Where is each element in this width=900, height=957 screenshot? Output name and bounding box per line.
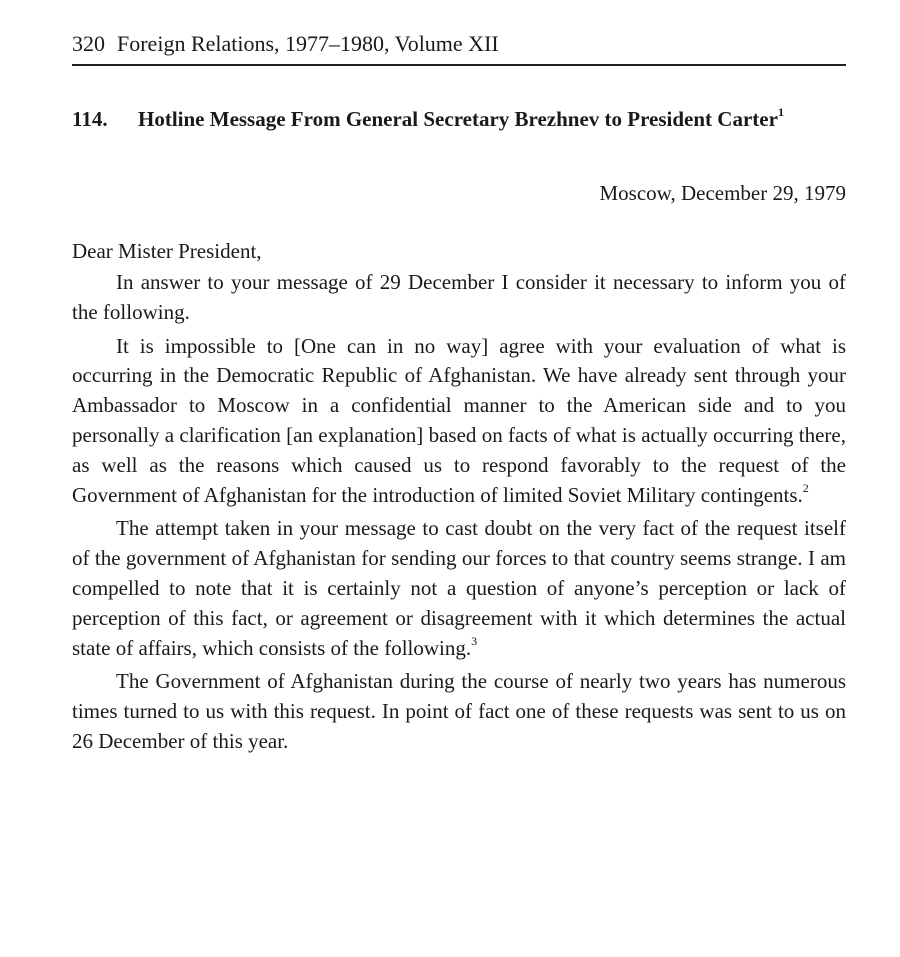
page-number: 320 — [72, 31, 105, 56]
paragraph-1 — [72, 268, 846, 328]
paragraph-2-text: It is impossible to [One can in no way] agree with your evaluation of what is occurring in the Democratic Republic of Afghanistan. We have already sent through your Ambassador to Moscow in a confidential manner to the American side and to you personally a clarification [an explanation] based on facts of what is actually occurring there, as well as the reasons which caused us to respond favorably to the request of the Government of Afghanistan for the introduction of limited Soviet Military contingents. — [72, 333, 846, 507]
paragraph-1-text: In answer to your message of 29 December I consider it necessary to inform you of the following. — [72, 270, 846, 324]
dateline: Moscow, December 29, 1979 — [599, 181, 846, 205]
footnote-ref-3[interactable]: 3 — [471, 633, 478, 648]
paragraph-4 — [72, 667, 846, 756]
running-head — [72, 26, 846, 66]
paragraph-4-text: The Government of Afghanistan during the course of nearly two years has numerous times turned to us with this request. In point of fact one of these requests was sent to us on 26 December of this year. — [72, 669, 846, 753]
footnote-ref-2[interactable]: 2 — [802, 480, 809, 495]
paragraph-3-text: The attempt taken in your message to cast doubt on the very fact of the request itself of the government of Afghanistan for sending our forces to that country seems strange. I am compelled to note that it is certainly not a question of anyone’s perception or lack of perception of this fact, or agreement or disagreement with it which determines the actual state of affairs, which consists of the following. — [72, 516, 846, 660]
volume-title: Foreign Relations, 1977–1980, Volume XII — [117, 31, 499, 56]
paragraph-2 — [72, 332, 846, 511]
document-title: Hotline Message From General Secretary Brezhnev to President Carter — [138, 107, 778, 131]
document-title-block — [138, 104, 846, 134]
book-page — [72, 26, 846, 757]
document-number: 114. — [72, 107, 108, 131]
footnote-ref-1[interactable]: 1 — [777, 105, 784, 119]
paragraph-3 — [72, 514, 846, 663]
salutation: Dear Mister President, — [72, 239, 262, 263]
document-heading — [72, 104, 846, 134]
